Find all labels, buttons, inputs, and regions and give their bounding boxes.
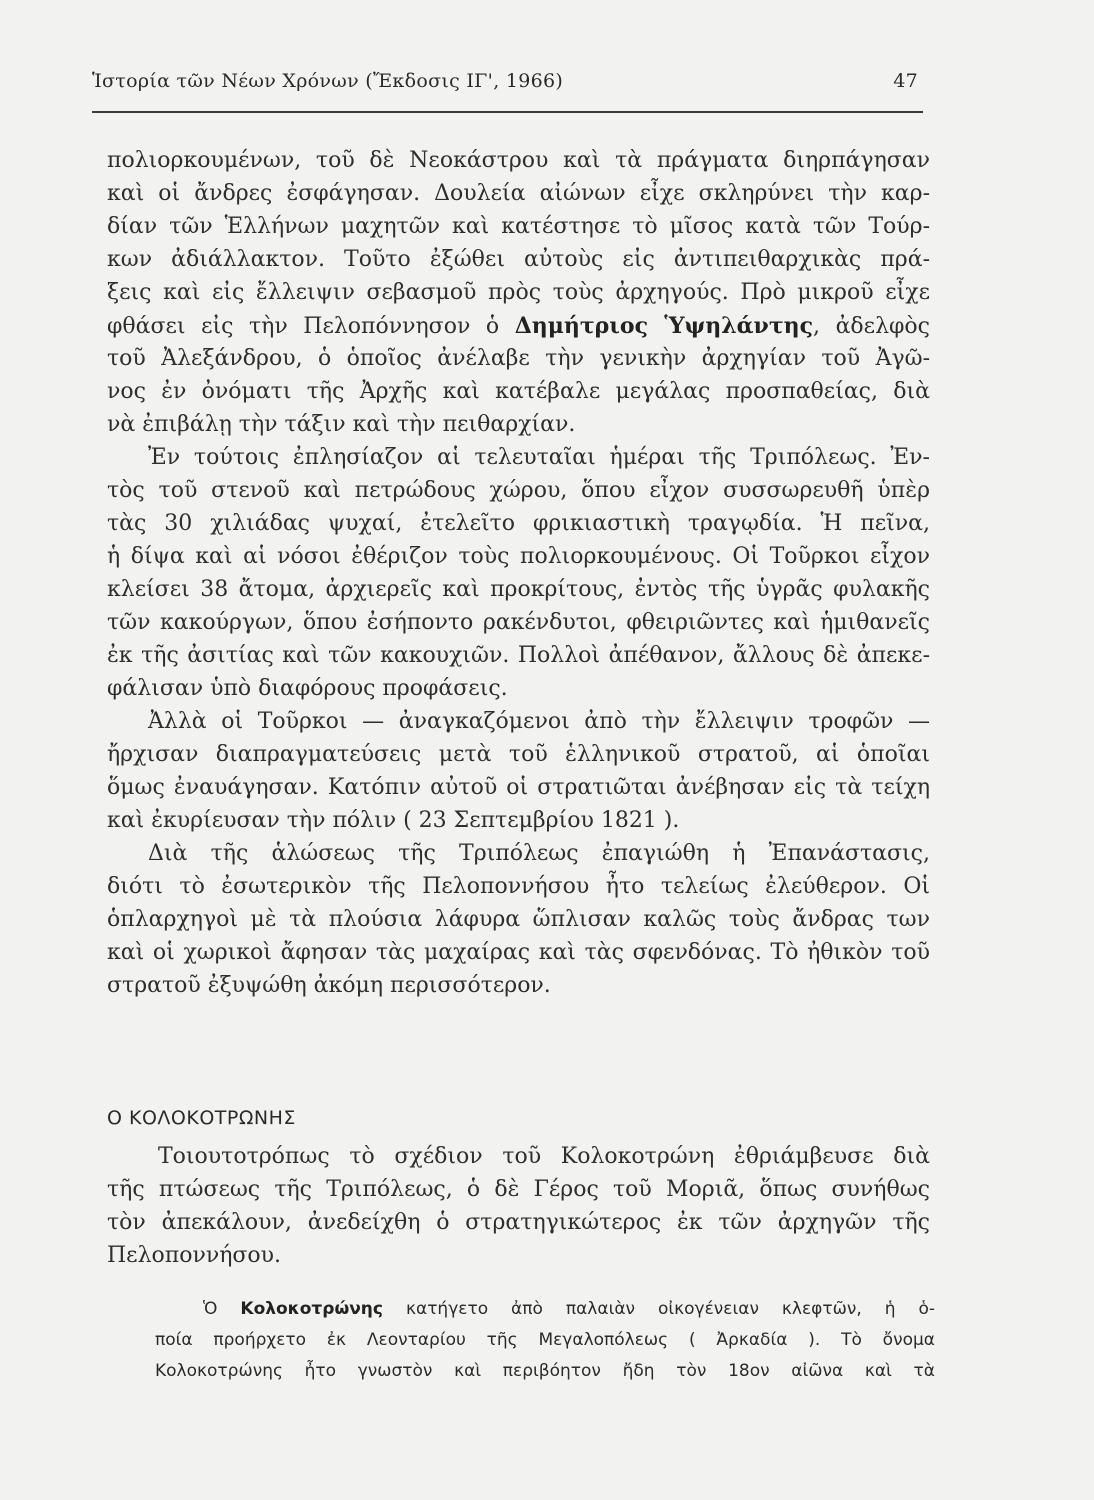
footnote-line [203, 1298, 935, 1320]
text-line: Πελοποννήσου. [107, 1243, 282, 1268]
text-line: τῶν κακούργων, ὅπου ἐσήποντο ρακένδυτοι, φθειριῶντες καὶ ἡμιθανεῖς [107, 610, 930, 635]
text-line: νὰ ἐπιβάλῃ τὴν τάξιν καὶ τὴν πειθαρχίαν. [107, 412, 576, 437]
text-line: τὸς τοῦ στενοῦ καὶ πετρώδους χώρου, ὅπου εἶχον συσσωρευθῆ ὑπὲρ [107, 478, 930, 503]
text-line: κων ἀδιάλλακτον. Τοῦτο ἐξώθει αὐτοὺς εἰς ἀντιπειθαρχικὰς πρά- [107, 247, 930, 272]
footnote-line: ποία προήρχετο ἐκ Λεονταρίου τῆς Μεγαλοπόλεως ( Ἀρκαδία ). Τὸ ὄνομα [155, 1330, 935, 1350]
text-line: ὁπλαρχηγοὶ μὲ τὰ πλούσια λάφυρα ὥπλισαν καλῶς τοὺς ἄνδρας των [107, 907, 930, 932]
header-title: Ἱστορία τῶν Νέων Χρόνων (Ἔκδοσις ΙΓ', 1966) [92, 70, 564, 92]
text-line: τὸν ἀπεκάλουν, ἀνεδείχθη ὁ στρατηγικώτερος ἐκ τῶν ἀρχηγῶν τῆς [107, 1210, 930, 1235]
text-line: καὶ οἱ χωρικοὶ ἄφησαν τὰς μαχαίρας καὶ τὰς σφενδόνας. Τὸ ἠθικὸν τοῦ [107, 940, 930, 965]
name-kolokotronis: Κολοκοτρώνης [240, 1299, 383, 1319]
text-line: ἡ δίψα καὶ αἱ νόσοι ἐθέριζον τοὺς πολιορκουμένους. Οἱ Τοῦρκοι εἶχον [107, 544, 930, 569]
running-header [92, 70, 922, 92]
text-line: φάλισαν ὑπὸ διαφόρους προφάσεις. [107, 676, 508, 701]
text-line: Ἐν τούτοις ἐπλησίαζον αἱ τελευταῖαι ἡμέραι τῆς Τριπόλεως. Ἐν- [148, 445, 930, 470]
text-line: τοῦ Ἀλεξάνδρου, ὁ ὁποῖος ἀνέλαβε τὴν γενικὴν ἀρχηγίαν τοῦ Ἀγῶ- [107, 346, 930, 371]
text-line: τῆς πτώσεως τῆς Τριπόλεως, ὁ δὲ Γέρος τοῦ Μοριᾶ, ὅπως συνήθως [107, 1177, 930, 1202]
text-line: ξεις καὶ εἰς ἔλλειψιν σεβασμοῦ πρὸς τοὺς ἀρχηγούς. Πρὸ μικροῦ εἶχε [107, 280, 930, 305]
text-line: καὶ ἐκυρίευσαν τὴν πόλιν ( 23 Σεπτεμβρίου 1821 ). [107, 808, 680, 833]
text-line: κλείσει 38 ἄτομα, ἀρχιερεῖς καὶ προκρίτους, ἐντὸς τῆς ὑγρᾶς φυλακῆς [107, 577, 930, 602]
text-line: στρατοῦ ἐξυψώθη ἀκόμη περισσότερον. [107, 973, 551, 998]
text-line: Τοιουτοτρόπως τὸ σχέδιον τοῦ Κολοκοτρώνη ἐθριάμβευσε διὰ [158, 1144, 930, 1169]
text-segment: Ὁ [203, 1299, 218, 1319]
footnote-line: Κολοκοτρώνης ἦτο γνωστὸν καὶ περιβόητον ἤδη τὸν 18ον αἰῶνα καὶ τὰ [155, 1361, 935, 1381]
text-segment: φθάσει εἰς τὴν Πελοπόννησον ὁ [107, 314, 500, 339]
section-heading: Ο ΚΟΛΟΚΟΤΡΩΝΗΣ [107, 1107, 296, 1129]
text-line: καὶ οἱ ἄνδρες ἐσφάγησαν. Δουλεία αἰώνων εἶχε σκληρύνει τὴν καρ- [107, 181, 930, 206]
text-line: δίαν τῶν Ἑλλήνων μαχητῶν καὶ κατέστησε τὸ μῖσος κατὰ τῶν Τούρ- [107, 214, 930, 239]
text-line: Διὰ τῆς ἁλώσεως τῆς Τριπόλεως ἐπαγιώθη ἡ Ἐπανάστασις, [148, 841, 930, 866]
text-line: τὰς 30 χιλιάδας ψυχαί, ἐτελεῖτο φρικιαστικὴ τραγῳδία. Ἡ πεῖνα, [107, 511, 930, 536]
text-segment: κατήγετο ἀπὸ παλαιὰν οἰκογένειαν κλεφτῶν, ἡ ὁ- [405, 1299, 936, 1319]
name-dimitrios-ypsilantis: Δημήτριος Ὑψηλάντης [514, 313, 814, 339]
text-line: ἤρχισαν διαπραγματεύσεις μετὰ τοῦ ἑλληνικοῦ στρατοῦ, αἱ ὁποῖαι [107, 742, 930, 767]
text-line: διότι τὸ ἐσωτερικὸν τῆς Πελοποννήσου ἦτο τελείως ἐλεύθερον. Οἱ [107, 874, 930, 899]
text-line: ἐκ τῆς ἀσιτίας καὶ τῶν κακουχιῶν. Πολλοὶ ἀπέθανον, ἄλλους δὲ ἀπεκε- [107, 643, 930, 668]
page-number: 47 [893, 70, 918, 92]
text-line: πολιορκουμένων, τοῦ δὲ Νεοκάστρου καὶ τὰ πράγματα διηρπάγησαν [107, 148, 930, 173]
text-line: Ἀλλὰ οἱ Τοῦρκοι — ἀναγκαζόμενοι ἀπὸ τὴν ἔλλειψιν τροφῶν — [148, 709, 930, 734]
text-line: ὅμως ἐναυάγησαν. Κατόπιν αὐτοῦ οἱ στρατιῶται ἀνέβησαν εἰς τὰ τείχη [107, 775, 930, 800]
text-segment: , ἀδελφὸς [813, 314, 930, 339]
header-rule [92, 111, 923, 113]
text-line: νος ἐν ὀνόματι τῆς Ἀρχῆς καὶ κατέβαλε μεγάλας προσπαθείας, διὰ [107, 379, 930, 404]
text-line [107, 313, 930, 340]
